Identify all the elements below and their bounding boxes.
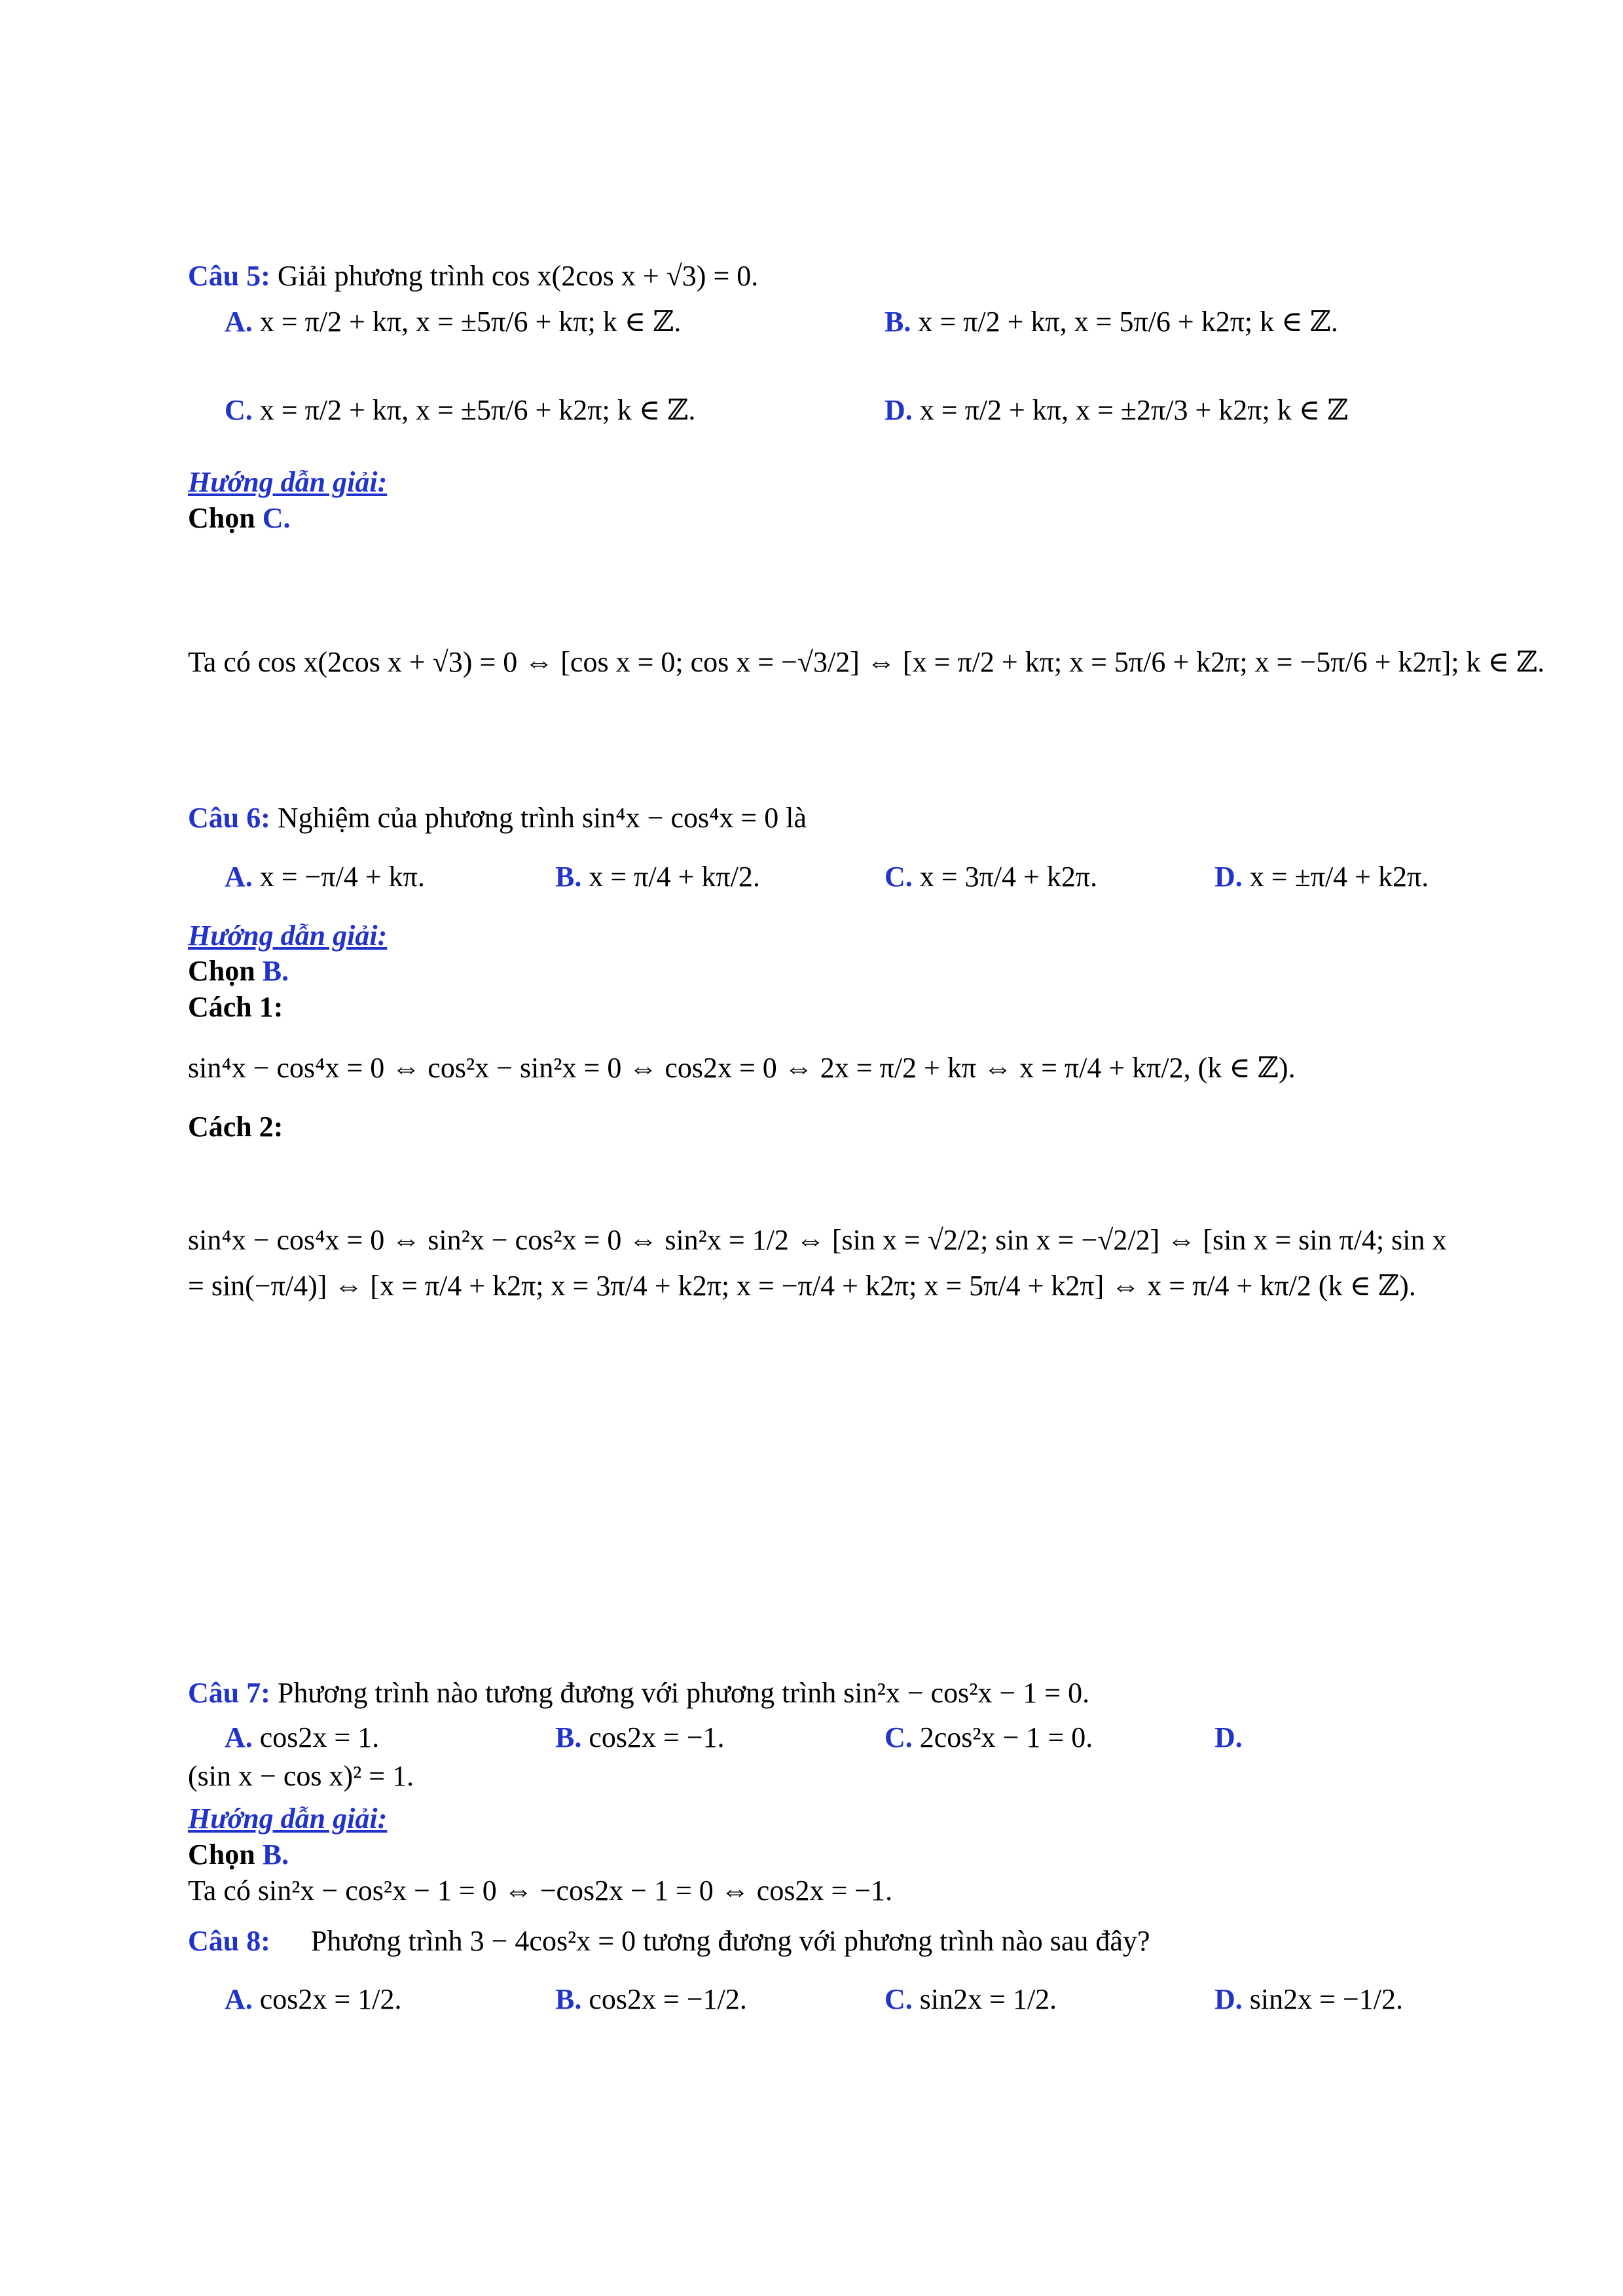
- q6-question: [188, 804, 807, 833]
- q8-option-b-text: cos2x = −1/2.: [589, 1983, 747, 2015]
- q7-option-b[interactable]: [555, 1723, 725, 1752]
- q8-question: [188, 1927, 1150, 1956]
- q6-way1-text: sin⁴x − cos⁴x = 0 ⇔ cos²x − sin²x = 0 ⇔ cos2x = 0 ⇔ 2x = π/2 + kπ ⇔ x = π/4 + kπ/2, (k ∈ ℤ).: [188, 1052, 1296, 1084]
- q6-option-a[interactable]: [225, 863, 425, 891]
- q6-option-b-label: B.: [555, 861, 582, 893]
- q5-option-d-text: x = π/2 + kπ, x = ±2π/3 + k2π; k ∈ ℤ: [919, 394, 1349, 426]
- q6-label: Câu 6:: [188, 802, 270, 834]
- q5-option-a-label: A.: [225, 306, 253, 338]
- q8-text: Phương trình: [310, 1925, 463, 1957]
- q5-solution: [188, 648, 1544, 677]
- q6-answer: [188, 957, 289, 986]
- q7-option-d-text[interactable]: (sin x − cos x)² = 1.: [188, 1760, 414, 1792]
- q7-solution-prefix: Ta có: [188, 1874, 251, 1907]
- q5-option-d[interactable]: [884, 396, 1348, 425]
- q7-guide-heading: Hướng dẫn giải:: [188, 1803, 388, 1835]
- q8-option-b-label: B.: [555, 1983, 582, 2015]
- q8-option-d-label: D.: [1214, 1983, 1243, 2015]
- q6-way2-text-content: sin⁴x − cos⁴x = 0 ⇔ sin²x − cos²x = 0 ⇔ sin²x = 1/2 ⇔ [sin x = √2/2; sin x = −√2/2] ⇔ [sin x = sin π/4; sin x = sin(−π/4)] ⇔ [x = π/4 + k2π; x = 3π/4 + k2π; x = −π/4 + k2π; x = 5π/4 + k2π] ⇔ x = π/4 + kπ/2 (k ∈ ℤ).: [188, 1224, 1447, 1302]
- q5-question: [188, 262, 758, 291]
- q7-solution-text: sin²x − cos²x − 1 = 0 ⇔ −cos2x − 1 = 0 ⇔ cos2x = −1.: [257, 1874, 893, 1907]
- q7-option-c[interactable]: [884, 1723, 1093, 1752]
- q8-option-d-text: sin2x = −1/2.: [1249, 1983, 1403, 2015]
- q5-option-c-label: C.: [225, 394, 253, 426]
- q6-text: Nghiệm của phương trình: [277, 802, 575, 834]
- q5-option-d-label: D.: [884, 394, 913, 426]
- q8-option-c-label: C.: [884, 1983, 913, 2015]
- q7-answer-letter: B.: [262, 1839, 289, 1871]
- q5-option-c-text: x = π/2 + kπ, x = ±5π/6 + k2π; k ∈ ℤ.: [259, 394, 696, 426]
- q7-text: Phương trình nào tương đương với phương trình: [277, 1677, 837, 1709]
- q5-solution-text: cos x(2cos x + √3) = 0 ⇔ [cos x = 0; cos x = −√3/2] ⇔ [x = π/2 + kπ; x = 5π/6 + k2π; x = −5π/6 + k2π]; k ∈ ℤ.: [257, 646, 1545, 678]
- q6-option-d-label: D.: [1214, 861, 1243, 893]
- q7-option-c-text: 2cos²x − 1 = 0.: [919, 1721, 1093, 1753]
- q5-label: Câu 5:: [188, 260, 270, 292]
- q6-choose-word: Chọn: [188, 955, 255, 987]
- q5-option-c[interactable]: [225, 396, 695, 425]
- q6-option-c-label: C.: [884, 861, 913, 893]
- q6-option-d[interactable]: [1214, 863, 1429, 891]
- q7-label: Câu 7:: [188, 1677, 270, 1709]
- q5-option-a-text: x = π/2 + kπ, x = ±5π/6 + kπ; k ∈ ℤ.: [259, 306, 682, 338]
- q5-answer: [188, 504, 291, 533]
- q7-option-a-text: cos2x = 1.: [259, 1721, 380, 1753]
- q6-option-b-text: x = π/4 + kπ/2.: [589, 861, 760, 893]
- q7-choose-word: Chọn: [188, 1839, 255, 1871]
- q6-way1-heading: Cách 1:: [188, 991, 283, 1023]
- q8-option-c-text: sin2x = 1/2.: [919, 1983, 1057, 2015]
- q5-text: Giải phương trình: [277, 260, 484, 292]
- q6-equation: sin⁴x − cos⁴x = 0: [581, 802, 779, 834]
- q6-way2-text: [188, 1217, 1451, 1310]
- q7-option-a-label: A.: [225, 1721, 253, 1753]
- q6-option-b[interactable]: [555, 863, 760, 891]
- q6-option-c[interactable]: [884, 863, 1097, 891]
- q8-equation: 3 − 4cos²x = 0: [469, 1925, 636, 1957]
- q8-option-a[interactable]: [225, 1985, 401, 2014]
- q8-option-c[interactable]: [884, 1985, 1057, 2014]
- q6-suffix: là: [786, 802, 807, 834]
- q7-option-b-text: cos2x = −1.: [589, 1721, 725, 1753]
- q7-option-b-label: B.: [555, 1721, 582, 1753]
- q5-answer-letter: C.: [262, 502, 291, 534]
- q6-option-a-label: A.: [225, 861, 253, 893]
- q7-question: [188, 1679, 1089, 1708]
- q8-option-a-label: A.: [225, 1983, 253, 2015]
- q8-option-d[interactable]: [1214, 1985, 1403, 2014]
- q6-guide-heading: Hướng dẫn giải:: [188, 920, 388, 952]
- q7-option-a[interactable]: [225, 1723, 379, 1752]
- q7-solution: [188, 1876, 892, 1905]
- q6-option-c-text: x = 3π/4 + k2π.: [919, 861, 1098, 893]
- q5-option-b-text: x = π/2 + kπ, x = 5π/6 + k2π; k ∈ ℤ.: [918, 306, 1338, 338]
- q5-option-b-label: B.: [884, 306, 911, 338]
- q7-equation: sin²x − cos²x − 1 = 0.: [843, 1677, 1090, 1709]
- q6-answer-letter: B.: [262, 955, 289, 987]
- q5-guide-heading: Hướng dẫn giải:: [188, 466, 388, 498]
- q7-option-c-label: C.: [884, 1721, 913, 1753]
- q5-choose-word: Chọn: [188, 502, 255, 534]
- q5-option-a[interactable]: [225, 308, 681, 336]
- q7-option-d-label[interactable]: D.: [1214, 1721, 1243, 1753]
- q8-suffix: tương đương với phương trình nào sau đây?: [643, 1925, 1150, 1957]
- q8-option-b[interactable]: [555, 1985, 747, 2014]
- q7-answer: [188, 1840, 289, 1869]
- q6-way2-heading: Cách 2:: [188, 1111, 283, 1143]
- q8-option-a-text: cos2x = 1/2.: [259, 1983, 402, 2015]
- q6-option-a-text: x = −π/4 + kπ.: [259, 861, 425, 893]
- q5-option-b[interactable]: [884, 308, 1338, 336]
- q8-label: Câu 8:: [188, 1925, 270, 1957]
- q5-equation: cos x(2cos x + √3) = 0.: [491, 260, 759, 292]
- q6-option-d-text: x = ±π/4 + k2π.: [1249, 861, 1429, 893]
- q5-solution-prefix: Ta có: [188, 646, 251, 678]
